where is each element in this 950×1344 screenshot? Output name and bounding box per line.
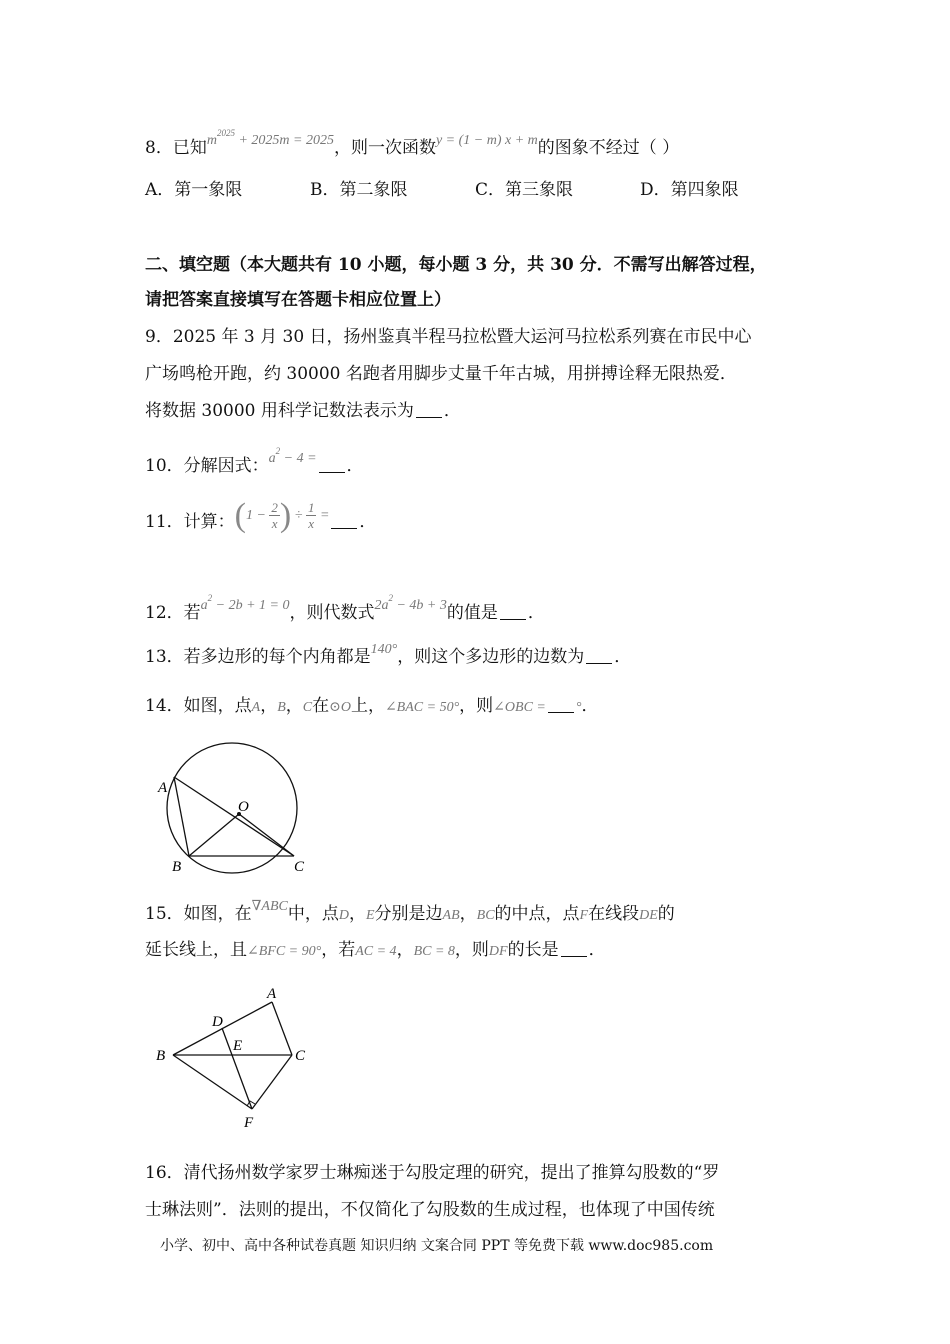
q16-line1: 16．清代扬州数学家罗士琳痴迷于勾股定理的研究，提出了推算勾股数的“罗: [145, 1163, 720, 1183]
q12-condition: a2 − 2b + 1 = 0: [200, 593, 290, 613]
q14-line: 14．如图，点A，B，C在⊙O上，∠BAC = 50°，则∠OBC = °．: [145, 696, 599, 716]
q15-segment-ac: [272, 1002, 292, 1055]
q8-option-d[interactable]: D．第四象限: [640, 180, 739, 200]
q12-expression: 2a2 − 4b + 3: [374, 593, 447, 613]
q15-figure: [150, 982, 310, 1132]
q15-angle: ∠BFC = 90°: [247, 944, 322, 959]
q14-label-b: B: [172, 859, 182, 875]
q15-segment-fc: [252, 1055, 292, 1109]
q8-options: [145, 178, 805, 202]
q8-number: 8．已知: [145, 138, 207, 158]
q14-segment-ab: [174, 777, 189, 856]
q11-line: 11．计算：$^{(1 - \frac{2}{x} ) \div \frac{1}{x} =}$ ．: [145, 496, 377, 534]
q11-answer-blank[interactable]: [331, 513, 357, 529]
q14-given-angle: ∠BAC = 50°: [384, 700, 460, 715]
q15-bc: BC = 8: [413, 944, 455, 959]
q15-label-a: A: [267, 986, 277, 1002]
q13-angle: 140°: [370, 642, 398, 657]
q15-label-e: E: [233, 1038, 243, 1054]
q14-segment-oc: [239, 814, 294, 856]
section2-title-line1: 二、填空题（本大题共有 10 小题，每小题 3 分，共 30 分．不需写出解答过程，: [145, 255, 767, 275]
footer-banner[interactable]: 小学、初中、高中各种试卷真题 知识归纳 文案合同 PPT 等免费下载 www.doc985.com: [160, 1238, 714, 1254]
q14-segment-ac: [174, 777, 294, 856]
q12-line: 12．若$^{a^2 - 2b + 1 = 0}$，则代数式$^{2a^2 - 4b + 3}$的值是 ．: [145, 593, 545, 623]
q14-circle-shape: [167, 743, 297, 873]
q10-line: 10．分解因式：$^{a^2 - 4 =}$ ．: [145, 446, 364, 476]
q8-condition: m2025 + 2025m = 2025: [206, 128, 334, 148]
q8-function: y = (1 − m) x + m: [435, 133, 538, 148]
q9-line3: 将数据 30000 用科学记数法表示为 ．: [145, 401, 461, 421]
q10-expression: a2 − 4 =: [268, 446, 317, 466]
q15-label-b: B: [156, 1048, 166, 1064]
q13-answer-blank[interactable]: [586, 648, 612, 664]
q11-expression: (1 − 2 x ) ÷ 1 x =: [234, 496, 330, 534]
q13-line: 13．若多边形的每个内角都是$^{140^\circ}$，则这个多边形的边数为 ．: [145, 642, 632, 667]
q15-line1: 15．如图，在$^{\nabla ABC}$中，点D，E分别是边AB，BC的中点，点F在线段DE的: [145, 899, 675, 924]
q9-answer-blank[interactable]: [416, 402, 442, 418]
q8-option-c[interactable]: C．第三象限: [475, 180, 574, 200]
q14-label-a: A: [158, 780, 168, 796]
q15-line2: 延长线上，且∠BFC = 90°，若AC = 4，BC = 8，则DF的长是 ．: [145, 940, 606, 960]
q15-answer-blank[interactable]: [561, 941, 587, 957]
q14-circle: ⊙O: [329, 700, 351, 715]
q8-line: 8．已知$^{m^{2025} + 2025m = 2025}$，则一次函数$^{y = (1 - m) x + m}$的图象不经过（ ）: [145, 128, 680, 158]
q15-ac: AC = 4: [355, 944, 397, 959]
q9-line1: 9．2025 年 3 月 30 日，扬州鉴真半程马拉松暨大运河马拉松系列赛在市民中心: [145, 327, 752, 347]
q14-segment-ob: [189, 814, 239, 856]
q8-option-a[interactable]: A．第一象限: [145, 180, 243, 200]
q15-label-f: F: [244, 1115, 254, 1131]
q15-segment-bf: [173, 1055, 252, 1109]
q14-label-o: O: [238, 799, 249, 815]
q16-line2: 士琳法则”．法则的提出，不仅简化了勾股数的生成过程，也体现了中国传统: [145, 1200, 715, 1220]
q14-label-c: C: [294, 859, 305, 875]
q8-option-b[interactable]: B．第二象限: [310, 180, 408, 200]
q15-triangle: ∇ABC: [251, 899, 288, 914]
q9-line2: 广场鸣枪开跑，约 30000 名跑者用脚步丈量千年古城，用拼搏诠释无限热爱．: [145, 364, 737, 384]
q10-answer-blank[interactable]: [319, 457, 345, 473]
q15-label-c: C: [295, 1048, 306, 1064]
section2-title-line2: 请把答案直接填写在答题卡相应位置上）: [145, 290, 451, 310]
q14-answer-blank[interactable]: [548, 697, 574, 713]
q12-answer-blank[interactable]: [500, 604, 526, 620]
q14-find-angle: ∠OBC =: [493, 700, 546, 715]
q14-figure: [150, 740, 320, 880]
q15-label-d: D: [212, 1014, 223, 1030]
